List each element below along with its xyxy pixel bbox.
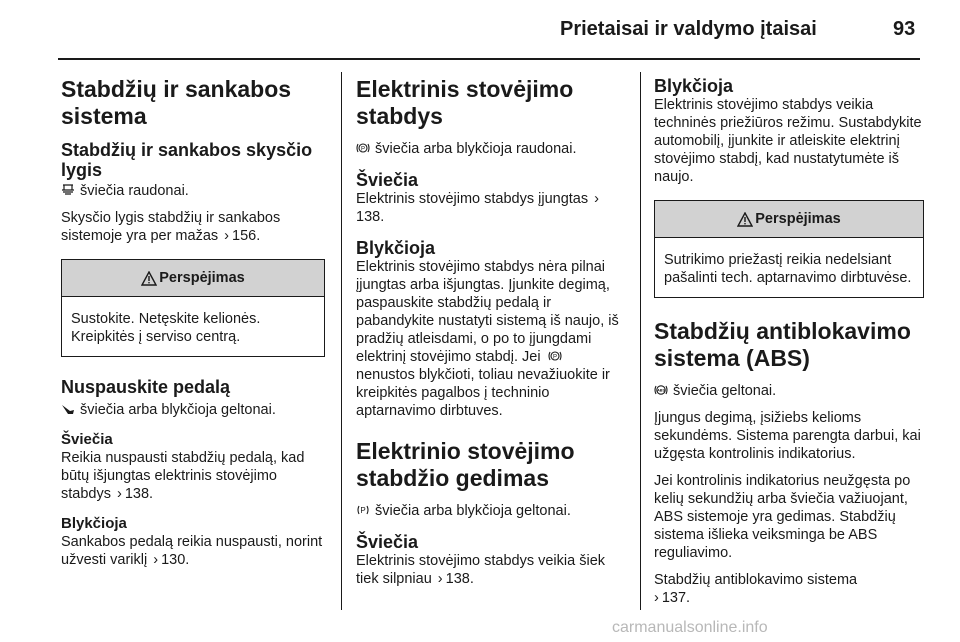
paragraph-text: Sankabos pedalą reikia nuspausti, norint užvesti variklį — [61, 534, 323, 568]
svg-text:P: P — [360, 506, 366, 515]
subheading-flashing: Blykčioja — [654, 76, 734, 96]
cross-reference-arrow-icon[interactable]: › — [117, 486, 122, 502]
pedal-icon — [61, 403, 75, 415]
page-reference[interactable]: 138. — [124, 486, 154, 502]
subheading-flashing: Blykčioja — [61, 515, 127, 532]
page-reference[interactable]: 156. — [232, 228, 261, 244]
cross-reference-arrow-icon[interactable]: › — [437, 571, 443, 587]
column-3 — [654, 76, 924, 616]
warning-header — [62, 260, 324, 297]
warning-title: Perspėjimas — [755, 211, 841, 227]
warning-triangle-icon — [737, 212, 753, 227]
cross-reference-arrow-icon[interactable]: › — [594, 191, 599, 207]
page-number: 93 — [893, 18, 916, 40]
paragraph-text: šviečia raudonai. — [80, 183, 189, 199]
paragraph-text: Elektrinis stovėjimo stabdys įjungtas — [356, 191, 589, 207]
subheading-lit: Šviečia — [356, 170, 419, 190]
paragraph-text: šviečia geltonai. — [673, 383, 777, 399]
subheading-lit: Šviečia — [356, 532, 419, 552]
subheading-lit: Šviečia — [61, 431, 113, 448]
svg-text:ABS: ABS — [657, 388, 665, 393]
paragraph-text: Įjungus degimą, įsižiebs kelioms sekundėms. Sistema parengta darbui, kai užgęsta kontrolinis indikatorius. — [654, 410, 921, 462]
cross-reference-arrow-icon[interactable]: › — [654, 590, 659, 606]
paragraph-text: Elektrinis stovėjimo stabdys veikia šiek tiek silpniau — [356, 553, 606, 587]
paragraph-text: Skysčio lygis stabdžių ir sankabos sistemoje yra per mažas — [61, 210, 281, 244]
cross-reference-arrow-icon[interactable]: › — [224, 228, 230, 244]
cross-reference-arrow-icon[interactable]: › — [153, 552, 159, 568]
page-reference[interactable]: 137. — [661, 590, 691, 606]
column-2 — [356, 76, 624, 597]
warning-text: Sustokite. Netęskite kelionės. Kreipkitės į serviso centrą. — [71, 311, 261, 345]
paragraph-text: Elektrinis stovėjimo stabdys nėra pilnai įjungtas arba išjungtas. Įjunkite degimą, paspauskite stabdžių pedalą ir pabandykite nustatyti sistemą iš naujo, iš pradžių atleisdami, o po to įjungdami elektrinį stovėjimo stabdį. Jei — [356, 259, 619, 365]
warning-box — [61, 259, 325, 357]
paragraph-text: Jei kontrolinis indikatorius neužgęsta po kelių sekundžių arba šviečia važiuojant, ABS sistemoje yra gedimas. Stabdžių sistema išlieka veiksminga be ABS reguliavimo. — [654, 473, 911, 561]
section-heading-abs: Stabdžių antiblokavimo sistema (ABS) — [654, 318, 911, 371]
abs-icon — [654, 384, 668, 396]
warning-text: Sutrikimo priežastį reikia nedelsiant pašalinti tech. aptarnavimo dirbtuvėse. — [664, 252, 912, 286]
parking-brake-icon — [356, 142, 370, 154]
section-heading-parking-brake-fault: Elektrinio stovėjimo stabdžio gedimas — [356, 438, 575, 491]
paragraph-text: Reikia nuspausti stabdžių pedalą, kad būtų išjungtas elektrinis stovėjimo stabdys — [61, 450, 305, 502]
running-header-title: Prietaisai ir valdymo įtaisai — [560, 18, 817, 40]
column-divider — [640, 72, 641, 610]
paragraph-text: šviečia arba blykčioja raudonai. — [375, 141, 577, 157]
paragraph-text: nenustos blykčioti, toliau nevažiuokite ir kreipkitės pagalbos į techninio aptarnavimo dirbtuves. — [356, 367, 610, 419]
warning-box — [654, 200, 924, 298]
warning-title: Perspėjimas — [159, 270, 245, 286]
column-1 — [61, 76, 325, 578]
subheading-flashing: Blykčioja — [356, 238, 436, 258]
parking-brake-icon — [548, 350, 562, 362]
warning-header — [655, 201, 923, 238]
paragraph-text: Elektrinis stovėjimo stabdys veikia techninės priežiūros režimu. Sustabdykite automobilį, įjunkite ir atleiskite elektrinį stovėjimo stabdį, kad nustatytumėte iš naujo. — [654, 97, 922, 185]
page-reference[interactable]: 138. — [356, 209, 385, 225]
subheading-fluid-level: Stabdžių ir sankabos skysčio lygis — [61, 140, 313, 180]
svg-text:P: P — [552, 354, 557, 361]
column-divider — [341, 72, 342, 610]
header-rule — [58, 58, 920, 60]
paragraph-text: šviečia arba blykčioja geltonai. — [375, 503, 571, 519]
parking-brake-fault-icon — [356, 504, 370, 516]
section-heading-brake-clutch: Stabdžių ir sankabos sistema — [61, 76, 292, 129]
paragraph-text: Stabdžių antiblokavimo sistema — [654, 572, 858, 588]
subheading-press-pedal: Nuspauskite pedalą — [61, 377, 231, 397]
page-reference[interactable]: 130. — [161, 552, 190, 568]
page-reference[interactable]: 138. — [445, 571, 474, 587]
watermark: carmanualsonline.info — [612, 619, 768, 636]
brake-fluid-icon — [61, 184, 75, 196]
section-heading-parking-brake: Elektrinis stovėjimo stabdys — [356, 76, 574, 129]
warning-triangle-icon — [141, 271, 157, 286]
svg-text:P: P — [360, 146, 366, 153]
paragraph-text: šviečia arba blykčioja geltonai. — [80, 402, 276, 418]
